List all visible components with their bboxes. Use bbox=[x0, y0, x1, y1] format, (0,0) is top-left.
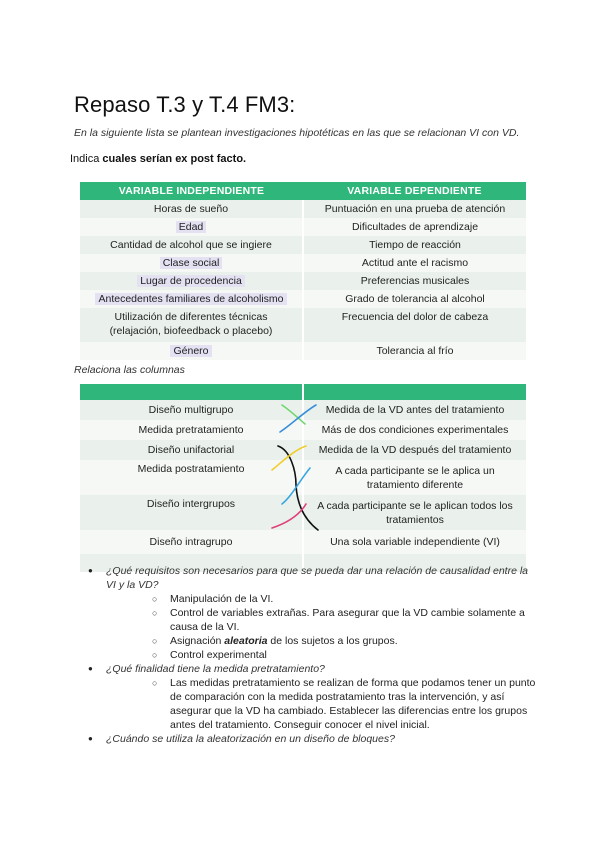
instruction-bold: cuales serían ex post facto. bbox=[102, 153, 247, 165]
vi-cell bbox=[80, 342, 303, 360]
header-vd: VARIABLE DEPENDIENTE bbox=[303, 182, 526, 200]
design-term: Diseño multigrupo bbox=[80, 400, 303, 420]
table-row bbox=[80, 272, 526, 290]
design-definition: Medida de la VD después del tratamiento bbox=[303, 440, 526, 460]
vi-text-line2: (relajación, biofeedback o placebo) bbox=[109, 325, 273, 337]
question-item bbox=[80, 732, 540, 746]
relaciona-label: Relaciona las columnas bbox=[74, 364, 185, 376]
header-vi: VARIABLE INDEPENDIENTE bbox=[80, 182, 303, 200]
vi-cell bbox=[80, 218, 303, 236]
table-row bbox=[80, 200, 526, 218]
answer-item bbox=[106, 634, 540, 648]
vi-cell bbox=[80, 272, 303, 290]
instruction-prefix: Indica bbox=[70, 153, 103, 165]
answer-emphasis: aleatoria bbox=[224, 635, 268, 647]
matching-row bbox=[80, 530, 526, 554]
definition-line1: A cada participante se le aplican todos los bbox=[317, 499, 513, 512]
table-row bbox=[80, 308, 526, 342]
matching-row bbox=[80, 495, 526, 530]
question-text: ¿Cuándo se utiliza la aleatorización en un diseño de bloques? bbox=[106, 733, 395, 745]
table-row bbox=[80, 218, 526, 236]
vi-cell bbox=[80, 308, 303, 342]
table-row bbox=[80, 342, 526, 360]
design-term: Diseño intragrupo bbox=[80, 530, 303, 554]
vi-text-highlighted: Clase social bbox=[160, 257, 223, 269]
vd-cell: Dificultades de aprendizaje bbox=[303, 218, 526, 236]
vi-text: Horas de sueño bbox=[153, 203, 229, 215]
answer-item: ○ Control experimental bbox=[106, 648, 540, 662]
table-row bbox=[80, 236, 526, 254]
matching-row bbox=[80, 420, 526, 440]
vi-text-highlighted: Género bbox=[170, 345, 211, 357]
matching-table bbox=[80, 384, 526, 572]
matching-row bbox=[80, 440, 526, 460]
answer-pre: Asignación bbox=[170, 635, 225, 647]
design-definition: Más de dos condiciones experimentales bbox=[303, 420, 526, 440]
definition-line1: A cada participante se le aplica un bbox=[335, 464, 495, 477]
vd-cell: Preferencias musicales bbox=[303, 272, 526, 290]
vi-text-highlighted: Antecedentes familiares de alcoholismo bbox=[95, 293, 286, 305]
matching-row bbox=[80, 460, 526, 495]
table-row bbox=[80, 290, 526, 308]
vi-cell bbox=[80, 200, 303, 218]
design-term: Medida postratamiento bbox=[80, 460, 303, 495]
vd-cell: Actitud ante el racismo bbox=[303, 254, 526, 272]
definition-line2: tratamiento diferente bbox=[366, 478, 464, 491]
variables-table bbox=[80, 182, 526, 360]
instruction bbox=[70, 153, 246, 165]
matching-header-row bbox=[80, 384, 526, 400]
design-term: Diseño intergrupos bbox=[80, 495, 303, 530]
table-row bbox=[80, 254, 526, 272]
question-item bbox=[80, 662, 540, 732]
vi-text-highlighted: Edad bbox=[176, 221, 207, 233]
design-definition bbox=[303, 495, 526, 530]
matching-row bbox=[80, 400, 526, 420]
vd-cell: Tiempo de reacción bbox=[303, 236, 526, 254]
matching-header-right bbox=[303, 384, 526, 400]
design-definition bbox=[303, 460, 526, 495]
question-item bbox=[80, 564, 540, 662]
answer-item: ○ Manipulación de la VI. bbox=[106, 592, 540, 606]
design-definition: Una sola variable independiente (VI) bbox=[303, 530, 526, 554]
matching-header-left bbox=[80, 384, 303, 400]
table-header-row bbox=[80, 182, 526, 200]
intro-text: En la siguiente lista se plantean investigaciones hipotéticas en las que se relacionan VI con VD. bbox=[74, 127, 520, 139]
definition-line2: tratamientos bbox=[386, 513, 444, 526]
answer-item: ○ Las medidas pretratamiento se realizan de forma que podamos tener un punto de comparación con la medida postratamiento tras la intervención, y así asegurar que la VD ha cambiado. Establecer las diferencias entre los grupos antes del tratamiento. Conseguir conocer el nivel inicial. bbox=[106, 676, 540, 732]
question-text: ¿Qué requisitos son necesarios para que se pueda dar una relación de causalidad entre la VI y la VD? bbox=[106, 565, 529, 591]
vi-cell bbox=[80, 254, 303, 272]
vi-text-line1: Utilización de diferentes técnicas bbox=[114, 311, 268, 323]
vi-text-highlighted: Lugar de procedencia bbox=[137, 275, 245, 287]
vi-cell bbox=[80, 290, 303, 308]
vd-cell: Frecuencia del dolor de cabeza bbox=[303, 308, 526, 342]
vd-cell: Grado de tolerancia al alcohol bbox=[303, 290, 526, 308]
answer-item: ○ Control de variables extrañas. Para asegurar que la VD cambie solamente a causa de la VI. bbox=[106, 606, 540, 634]
vd-cell: Puntuación en una prueba de atención bbox=[303, 200, 526, 218]
vd-cell: Tolerancia al frío bbox=[303, 342, 526, 360]
questions-section bbox=[80, 564, 540, 746]
design-definition: Medida de la VD antes del tratamiento bbox=[303, 400, 526, 420]
design-term: Diseño unifactorial bbox=[80, 440, 303, 460]
vi-cell bbox=[80, 236, 303, 254]
question-text: ¿Qué finalidad tiene la medida pretratamiento? bbox=[106, 663, 325, 675]
page-title: Repaso T.3 y T.4 FM3: bbox=[74, 92, 296, 117]
vi-text: Cantidad de alcohol que se ingiere bbox=[110, 239, 272, 251]
design-term: Medida pretratamiento bbox=[80, 420, 303, 440]
answer-post: de los sujetos a los grupos. bbox=[267, 635, 398, 647]
